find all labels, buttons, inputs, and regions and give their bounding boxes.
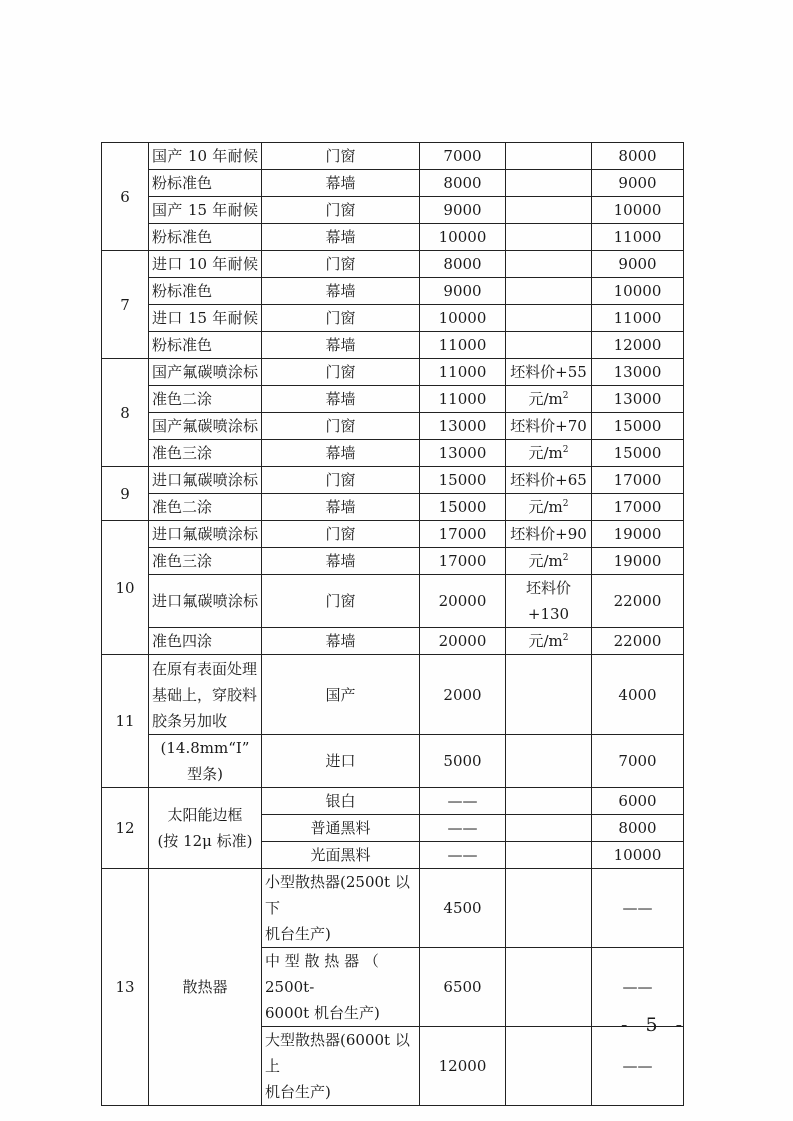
category-cell: 国产 10 年耐候: [149, 143, 262, 170]
type-cell: 幕墙: [262, 278, 420, 305]
total-cell: 15000: [592, 413, 684, 440]
type-line: 中 型 散 热 器 （ 2500t-: [265, 952, 379, 996]
total-cell: 6000: [592, 788, 684, 815]
total-cell: 13000: [592, 359, 684, 386]
note-unit-sup: 2: [562, 391, 569, 401]
type-cell: [262, 869, 420, 948]
note-unit: 元/m: [528, 632, 563, 650]
note-cell: [506, 548, 592, 575]
type-line: 小型散热器(2500t 以下: [265, 873, 410, 917]
category-line: 胶条另加收: [152, 711, 228, 730]
total-cell: 10000: [592, 842, 684, 869]
note-cell: [506, 386, 592, 413]
total-cell: 11000: [592, 305, 684, 332]
total-cell: ——: [592, 948, 684, 1027]
total-cell: 13000: [592, 386, 684, 413]
table-row: [102, 575, 684, 628]
total-cell: 17000: [592, 467, 684, 494]
price-cell: 10000: [420, 305, 506, 332]
category-cell: 国产氟碳喷涂标: [149, 359, 262, 386]
table-row: [102, 251, 684, 278]
row-number: 8: [102, 359, 149, 467]
table-row: [102, 413, 684, 440]
note-cell: [506, 1027, 592, 1106]
row-number: 11: [102, 655, 149, 788]
note-cell: 坯料价+55: [506, 359, 592, 386]
note-cell: [506, 251, 592, 278]
type-cell: 银白: [262, 788, 420, 815]
note-cell: 坯料价+65: [506, 467, 592, 494]
category-cell: [149, 735, 262, 788]
note-cell: [506, 628, 592, 655]
note-cell: 坯料价+70: [506, 413, 592, 440]
table-row: [102, 143, 684, 170]
table-row: [102, 869, 684, 948]
type-cell: 幕墙: [262, 224, 420, 251]
category-cell: 进口 10 年耐候: [149, 251, 262, 278]
type-line: 6000t 机台生产): [265, 1004, 380, 1022]
category-cell: 进口氟碳喷涂标: [149, 575, 262, 628]
page-number: - 5 -: [621, 1014, 689, 1036]
price-cell: 12000: [420, 1027, 506, 1106]
category-cell: 准色三涂: [149, 548, 262, 575]
total-cell: 19000: [592, 521, 684, 548]
total-cell: ——: [592, 869, 684, 948]
table-row: [102, 440, 684, 467]
price-cell: 11000: [420, 359, 506, 386]
total-cell: 10000: [592, 278, 684, 305]
note-cell: [506, 735, 592, 788]
type-cell: 普通黑料: [262, 815, 420, 842]
row-number: 6: [102, 143, 149, 251]
price-cell: 11000: [420, 332, 506, 359]
category-line: (14.8mm“I”: [160, 739, 250, 757]
price-cell: ——: [420, 842, 506, 869]
price-cell: 13000: [420, 440, 506, 467]
price-cell: 4500: [420, 869, 506, 948]
note-cell: [506, 197, 592, 224]
type-cell: 幕墙: [262, 440, 420, 467]
type-cell: [262, 948, 420, 1027]
row-number: 10: [102, 521, 149, 655]
table-row: [102, 548, 684, 575]
category-line: 太阳能边框: [167, 806, 243, 824]
table-row: [102, 305, 684, 332]
category-cell: 散热器: [149, 869, 262, 1106]
table-row: [102, 224, 684, 251]
note-cell: [506, 948, 592, 1027]
note-unit-sup: 2: [562, 445, 569, 455]
total-cell: 10000: [592, 197, 684, 224]
price-cell: 9000: [420, 278, 506, 305]
note-unit-sup: 2: [562, 633, 569, 643]
note-cell: 坯料价+90: [506, 521, 592, 548]
price-cell: 17000: [420, 548, 506, 575]
type-line: 机台生产): [265, 1083, 331, 1101]
price-cell: ——: [420, 815, 506, 842]
price-cell: ——: [420, 788, 506, 815]
type-cell: 幕墙: [262, 494, 420, 521]
type-cell: 门窗: [262, 521, 420, 548]
note-unit: 元/m: [528, 498, 563, 516]
note-unit-sup: 2: [562, 553, 569, 563]
type-cell: 门窗: [262, 197, 420, 224]
row-number: 12: [102, 788, 149, 869]
total-cell: ——: [592, 1027, 684, 1106]
category-line: 基础上，穿胶料: [152, 685, 258, 704]
note-cell: [506, 869, 592, 948]
note-cell: [506, 143, 592, 170]
category-cell: 准色二涂: [149, 386, 262, 413]
category-line: 在原有表面处理: [152, 659, 258, 678]
table-row: [102, 386, 684, 413]
note-unit: 元/m: [528, 444, 563, 462]
total-cell: 9000: [592, 170, 684, 197]
note-cell: [506, 224, 592, 251]
note-cell: [506, 655, 592, 735]
type-cell: 门窗: [262, 467, 420, 494]
total-cell: 8000: [592, 143, 684, 170]
category-cell: 进口氟碳喷涂标: [149, 521, 262, 548]
price-cell: 20000: [420, 628, 506, 655]
price-cell: 8000: [420, 251, 506, 278]
table-row: [102, 655, 684, 735]
price-cell: 9000: [420, 197, 506, 224]
note-cell: [506, 332, 592, 359]
type-cell: 光面黑料: [262, 842, 420, 869]
total-cell: 8000: [592, 815, 684, 842]
table-row: [102, 735, 684, 788]
type-cell: 幕墙: [262, 548, 420, 575]
category-cell: 国产 15 年耐候: [149, 197, 262, 224]
category-cell: 准色四涂: [149, 628, 262, 655]
category-cell: 粉标准色: [149, 170, 262, 197]
total-cell: 22000: [592, 628, 684, 655]
category-cell: 粉标准色: [149, 278, 262, 305]
type-cell: 门窗: [262, 413, 420, 440]
total-cell: 15000: [592, 440, 684, 467]
price-cell: 10000: [420, 224, 506, 251]
category-cell: [149, 655, 262, 735]
total-cell: 19000: [592, 548, 684, 575]
total-cell: 11000: [592, 224, 684, 251]
table-row: [102, 197, 684, 224]
total-cell: 9000: [592, 251, 684, 278]
total-cell: 22000: [592, 575, 684, 628]
total-cell: 17000: [592, 494, 684, 521]
category-line: 型条): [187, 765, 223, 783]
price-cell: 20000: [420, 575, 506, 628]
note-cell: [506, 815, 592, 842]
price-cell: 15000: [420, 467, 506, 494]
table-row: [102, 359, 684, 386]
type-cell: 幕墙: [262, 170, 420, 197]
table-row: [102, 467, 684, 494]
type-line: 大型散热器(6000t 以上: [265, 1031, 410, 1075]
price-cell: 15000: [420, 494, 506, 521]
price-table: [101, 142, 684, 1106]
note-cell: 坯料价+130: [506, 575, 592, 628]
table-row: [102, 332, 684, 359]
note-cell: [506, 842, 592, 869]
type-line: 机台生产): [265, 925, 331, 943]
price-cell: 2000: [420, 655, 506, 735]
note-unit-sup: 2: [562, 499, 569, 509]
note-cell: [506, 305, 592, 332]
price-cell: 17000: [420, 521, 506, 548]
table-row: [102, 170, 684, 197]
table-row: [102, 278, 684, 305]
category-cell: [149, 788, 262, 869]
row-number: 7: [102, 251, 149, 359]
type-cell: 门窗: [262, 143, 420, 170]
note-cell: [506, 788, 592, 815]
type-cell: 门窗: [262, 305, 420, 332]
type-cell: 门窗: [262, 359, 420, 386]
category-cell: 粉标准色: [149, 224, 262, 251]
total-cell: 7000: [592, 735, 684, 788]
row-number: 9: [102, 467, 149, 521]
type-cell: 门窗: [262, 575, 420, 628]
type-cell: 幕墙: [262, 386, 420, 413]
note-cell: [506, 494, 592, 521]
category-cell: 粉标准色: [149, 332, 262, 359]
price-cell: 11000: [420, 386, 506, 413]
note-unit: 元/m: [528, 390, 563, 408]
category-cell: 进口 15 年耐候: [149, 305, 262, 332]
table-row: [102, 494, 684, 521]
price-cell: 5000: [420, 735, 506, 788]
note-cell: [506, 440, 592, 467]
note-unit: 元/m: [528, 552, 563, 570]
category-line: (按 12μ 标准): [157, 832, 253, 850]
table-row: [102, 521, 684, 548]
note-cell: [506, 170, 592, 197]
category-cell: 国产氟碳喷涂标: [149, 413, 262, 440]
type-cell: 幕墙: [262, 628, 420, 655]
total-cell: 4000: [592, 655, 684, 735]
row-number: 13: [102, 869, 149, 1106]
table-row: [102, 628, 684, 655]
price-cell: 6500: [420, 948, 506, 1027]
price-cell: 8000: [420, 170, 506, 197]
category-cell: 进口氟碳喷涂标: [149, 467, 262, 494]
type-cell: 国产: [262, 655, 420, 735]
price-cell: 7000: [420, 143, 506, 170]
note-cell: [506, 278, 592, 305]
total-cell: 12000: [592, 332, 684, 359]
type-cell: 幕墙: [262, 332, 420, 359]
type-cell: 门窗: [262, 251, 420, 278]
category-cell: 准色三涂: [149, 440, 262, 467]
category-cell: 准色二涂: [149, 494, 262, 521]
type-cell: 进口: [262, 735, 420, 788]
price-cell: 13000: [420, 413, 506, 440]
table-row: [102, 788, 684, 815]
type-cell: [262, 1027, 420, 1106]
